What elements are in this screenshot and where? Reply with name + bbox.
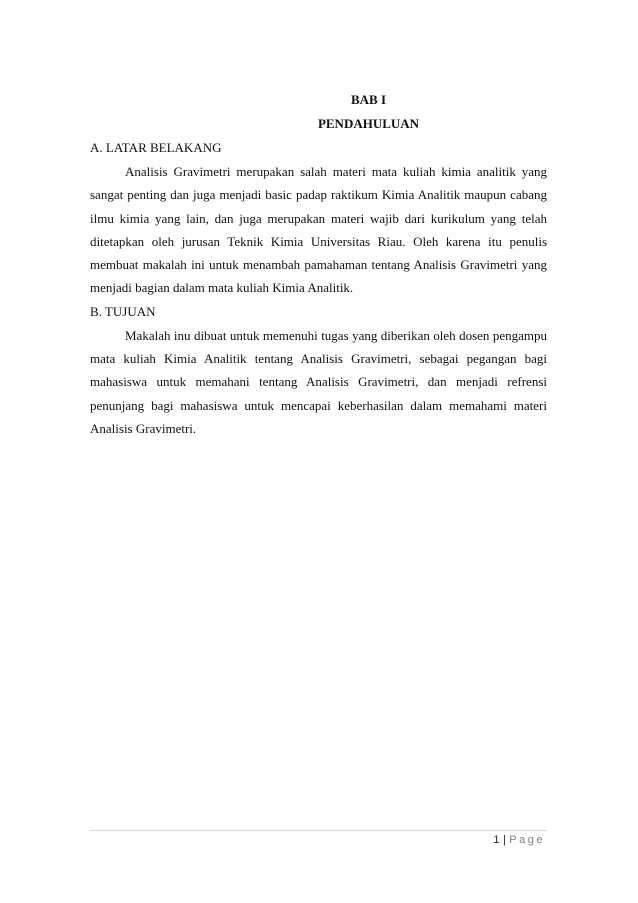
page-content — [90, 88, 547, 440]
page-label: Page — [509, 834, 545, 846]
footer-separator: | — [502, 834, 507, 846]
page-footer — [493, 834, 545, 846]
chapter-heading: BAB I — [350, 92, 387, 107]
paragraph-tujuan: Makalah inu dibuat untuk memenuhi tugas yang diberikan oleh dosen pengampu mata kuliah Kimia Analitik tentang Analisis Gravimetri, sebagai pegangan bagi mahasiswa untuk memahani tentang Analisis Gravimetri, dan menjadi refrensi penunjang bagi mahasiswa untuk mencapai keberhasilan dalam memahami materi Analisis Gravimetri. — [90, 327, 547, 436]
chapter-title: PENDAHULUAN — [317, 116, 420, 131]
paragraph-latar-belakang: Analisis Gravimetri merupakan salah materi mata kuliah kimia analitik yang sangat penting dan juga menjadi basic padap raktikum Kimia Analitik maupun cabang ilmu kimia yang lain, dan juga merupakan materi wajib dari kurikulum yang telah ditetapkan oleh jurusan Teknik Kimia Universitas Riau. Oleh karena itu penulis membuat makalah ini untuk menambah pamahaman tentang Analisis Gravimetri yang menjadi bagian dalam mata kuliah Kimia Analitik. — [90, 164, 547, 296]
section-heading-latar-belakang: A. LATAR BELAKANG — [90, 140, 222, 155]
page-number: 1 — [493, 834, 500, 846]
section-heading-tujuan: B. TUJUAN — [90, 303, 156, 319]
footer-divider — [90, 830, 547, 831]
